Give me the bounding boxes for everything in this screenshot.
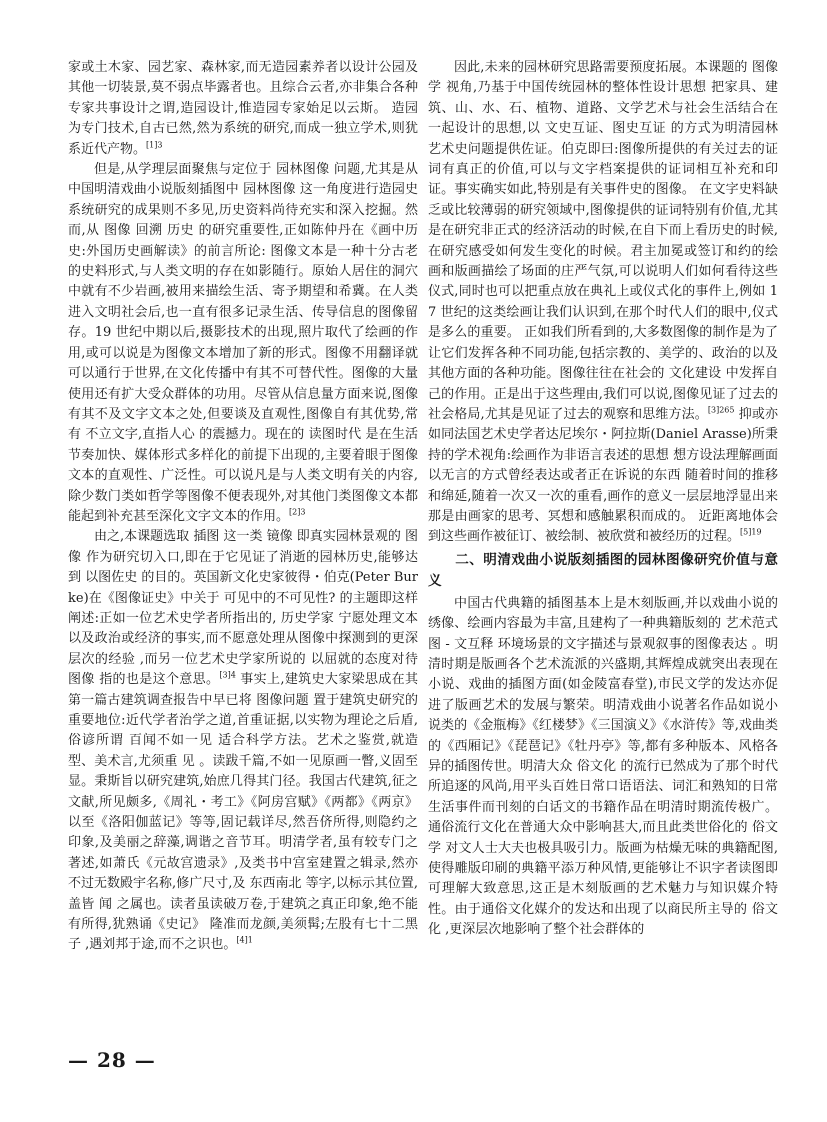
paragraph: 由之,本课题选取 插图 这一类 镜像 即真实园林景观的 图像 作为研究切入口,即在于它见证了消逝的园林历史,能够达到 以图佐史 的目的。英国新文化史家彼得・伯克(Peter Burke)在《图像证史》中关于 可见中的不可见性? 的主题即这样阐述:正如一位艺术史学者所指出的, 历史学家 宁愿处理文本以及政治或经济的事实,而不愿意处理从图像中探测到的更深层次的经验 ,而另一位艺术史学家所说的 以屈就的态度对待图像 指的也是这个意思。$^{[3]4}$ 事实上,建筑史大家梁思成在其第一篇古建筑调查报告中早已将 图像问题 置于建筑史研究的重要地位:近代学者治学之道,首重证据,以实物为理论之后盾,俗谚所谓 百闻不如一见 适合科学方法。艺术之鉴赏,就造型、美术言,尤须重 见 。读跋千篇,不如一见原画一瞥,义固至显。秉斯旨以研究建筑,始庶几得其门径。我国古代建筑,征之文献,所见颇多,《周礼・考工》《阿房宫赋》《两都》《两京》以至《洛阳伽蓝记》等等,固记载详尽,然吾侪所得,则隐约之印象,及美丽之辞藻,调谐之音节耳。明清学者,虽有较专门之著述,如萧氏《元故宫遗录》,及类书中宫室建置之辑录,然亦不过无数殿宇名称,修广尺寸,及 东西南北 等字,以标示其位置,盖皆 闻 之属也。读者虽读破万卷,于建筑之真正印象,绝不能有所得,犹熟诵《史记》 隆准而龙颜,美须髯;左股有七十二黑子 ,遇刘邦于途,而不之识也。$^{[4]1}$: [68, 529, 419, 953]
left-column: [68, 58, 418, 956]
right-column: [428, 58, 778, 941]
citation: [3]4: [219, 670, 236, 680]
citation: [5]19: [740, 528, 762, 538]
paragraph: 家或土木家、园艺家、森林家,而无造园素养者以设计公园及其他一切装景,莫不弱点毕露者也。且综合云者,亦非集合各种专家共事设计之谓,造园设计,惟造园专家始足以云斯。 造园为专门技术,自古已然,然为系统的研究,而成一独立学术,则犹系近代产物。$^{[1]3}$: [68, 60, 418, 157]
citation: [4]1: [236, 936, 253, 946]
citation: [3]265: [707, 405, 735, 415]
paragraph: 中国古代典籍的插图基本上是木刻版画,并以戏曲小说的绣像、绘画内容最为丰富,且建构了一种典籍版刻的 艺术范式 图 - 文互释 环境场景的文字描述与景观叙事的图像表达 。明清时期是版画各个艺术流派的兴盛期,其辉煌成就突出表现在小说、戏曲的插图方面(如金陵富春堂),市民文学的发达亦促进了版画艺术的发展与繁荣。明清戏曲小说著名作品如说小说类的《金瓶梅》《红楼梦》《三国演义》《水浒传》等,戏曲类的《西厢记》《琵琶记》《牡丹亭》等,都有多种版本、风格各异的插图传世。明清大众 俗文化 的流行已然成为了那个时代所追逐的风尚,用平头百姓日常口语语法、词汇和熟知的日常生活事件而刊刻的白话文的书籍作品在明清时期流传极广。通俗流行文化在普通大众中影响甚大,而且此类世俗化的 俗文学 对文人士大夫也极具吸引力。版画为枯燥无味的典籍配图,使得雕版印刷的典籍平添万种风情,更能够让不识字者读图即可理解大致意思,这正是木刻版画的艺术魅力与知识媒介特性。由于通俗文化媒介的发达和出现了以商民所主导的 俗文化 ,更深层次地影响了整个社会群体的: [428, 595, 778, 938]
citation: [1]3: [146, 140, 163, 150]
paragraph: 因此,未来的园林研究思路需要预度拓展。本课题的 图像学 视角,乃基于中国传统园林的整体性设计思想 把家具、建筑、山、水、石、植物、道路、文学艺术与社会生活结合在一起设计的思想,以 文史互证、图史互证 的方式为明清园林艺术史问题提供佐证。伯克即曰:图像所提供的有关过去的证词有真正的价值,可以与文字档案提供的证词相互补充和印证。事实确实如此,特别是有关事件史的图像。 在文字史料缺乏或比较薄弱的研究领域中,图像提供的证词特别有价值,尤其是在研究非正式的经济活动的时候,在自下而上看历史的时候,在研究感受如何发生变化的时候。君主加冕或签订和约的绘画和版画描绘了场面的庄严气氛,可以说明人们如何看待这些仪式,同时也可以把重点放在典礼上或仪式化的事件上,例如 17 世纪的这类绘画让我们认识到,在那个时代人们的眼中,仪式是多么的重要。 正如我们所看到的,大多数图像的制作是为了让它们发挥各种不同功能,包括宗教的、美学的、政治的以及其他方面的各种功能。图像往往在社会的 文化建设 中发挥自己的作用。正是出于这些理由,我们可以说,图像见证了过去的社会格局,尤其是见证了过去的观察和思维方法。$^{[3]265}$ 抑或亦如同法国艺术史学者达尼埃尔・阿拉斯(Daniel Arasse)所秉持的学术视角:绘画作为非语言表述的思想 想方设法理解画面以无言的方式曾经表达或者正在诉说的东西 随着时间的推移和绵延,随着一次又一次的重看,画作的意义一层层地浮显出来 那是由画家的思考、冥想和感触累积而成的。 近距离地体会到这些画作被征订、被绘制、被欣赏和被经历的过程。$^{[5]19}$: [428, 60, 778, 545]
page-number: — 28 —: [68, 1048, 156, 1072]
citation: [2]3: [289, 507, 306, 517]
section-heading: 二、明清戏曲小说版刻插图的园林图像研究价值与意义: [428, 551, 778, 589]
paragraph: 但是,从学理层面聚焦与定位于 园林图像 问题,尤其是从中国明清戏曲小说版刻插图中 园林图像 这一角度进行造园史系统研究的成果则不多见,历史资料尚待充实和深入挖掘。然而,从 图像 回溯 历史 的研究重要性,正如陈仲丹在《画中历史:外国历史画解读》的前言所论: 图像文本是一种十分古老的史料形式,与人类文明的存在如影随行。原始人居住的洞穴中就有不少岩画,被用来描绘生活、寄予期望和希冀。在人类进入文明社会后,也一直有很多记录生活、传导信息的图像留存。19 世纪中期以后,摄影技术的出现,照片取代了绘画的作用,或可以说是为图像文本增加了新的形式。图像不用翻译就可以通行于世界,在文化传播中有其不可替代性。图像的大量使用还有扩大受众群体的功用。尽管从信息量方面来说,图像有其不及文字文本之处,但要谈及直观性,图像自有其优势,常有 不立文字,直指人心 的震撼力。现在的 读图时代 是在生活节奏加快、媒体形式多样化的前提下出现的,主要着眼于图像文本的直观性、广泛性。可以说凡是与人类文明有关的内容,除少数门类如哲学等图像不便表现外,对其他门类图像文本都能起到补充甚至深化文字文本的作用。$^{[2]3}$: [68, 162, 418, 524]
